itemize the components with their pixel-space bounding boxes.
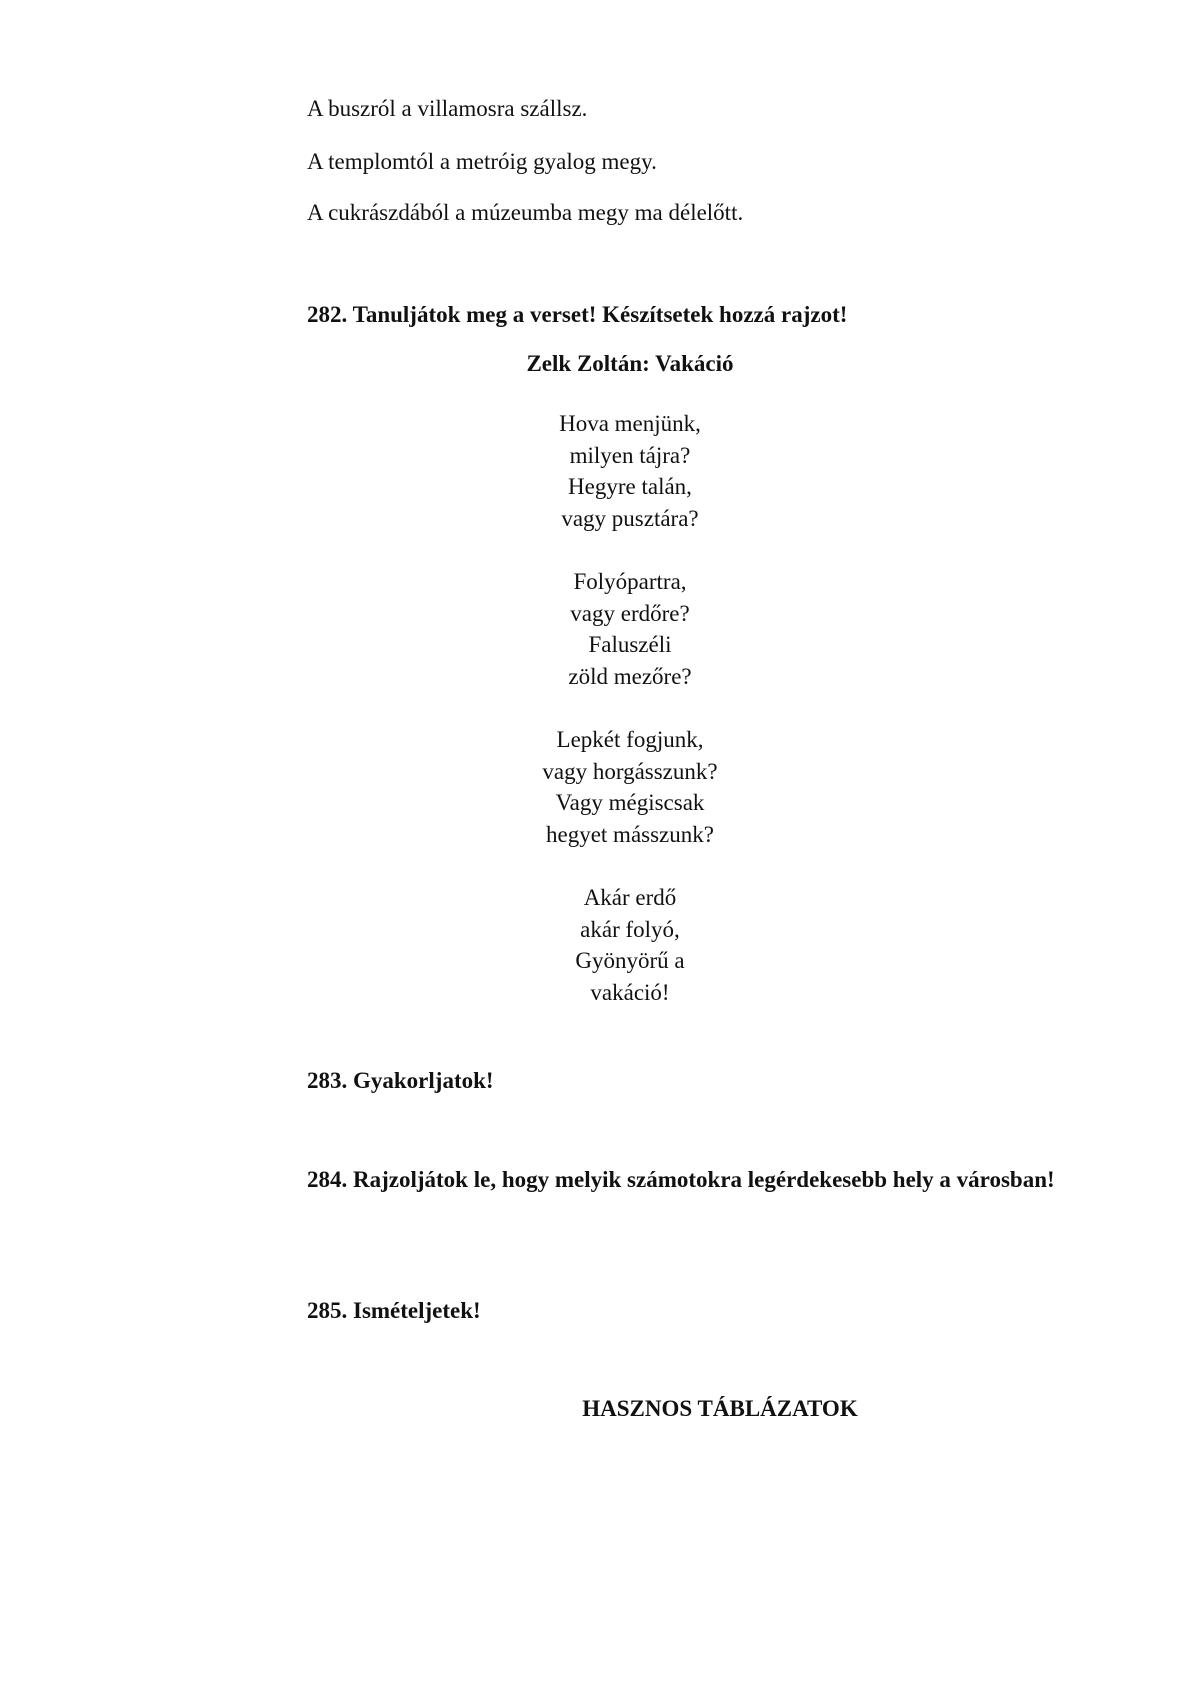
poem: [330, 408, 930, 1040]
poem-verse: Folyópartra,: [573, 569, 687, 594]
poem-verse: Akár erdő: [583, 885, 677, 910]
poem-stanza-2: [330, 566, 930, 692]
poem-verse: Hova menjünk,: [559, 411, 701, 436]
poem-verse: hegyet másszunk?: [546, 821, 714, 847]
poem-verse: Hegyre talán,: [568, 474, 692, 499]
intro-line-3: A cukrászdából a múzeumba megy ma délelőtt.: [307, 200, 744, 225]
intro-line-1: A buszról a villamosra szállsz.: [307, 96, 588, 121]
intro-line-2: A templomtól a metróig gyalog megy.: [307, 149, 657, 174]
poem-verse: zöld mezőre?: [568, 663, 692, 689]
section-title: HASZNOS TÁBLÁZATOK: [582, 1396, 858, 1421]
poem-title: Zelk Zoltán: Vakáció: [526, 351, 734, 376]
poem-verse: Vagy mégiscsak: [555, 790, 705, 815]
exercise-284-heading: 284. Rajzoljátok le, hogy melyik számotokra legérdekesebb hely a városban!: [307, 1167, 1055, 1192]
poem-verse: Gyönyörű a: [575, 948, 685, 973]
poem-stanza-3: [330, 724, 930, 850]
poem-verse: akár folyó,: [580, 916, 680, 942]
poem-verse: Faluszéli: [588, 632, 672, 657]
exercise-282-heading: 282. Tanuljátok meg a verset! Készítsetek hozzá rajzot!: [307, 302, 848, 327]
poem-stanza-4: [330, 882, 930, 1008]
exercise-283-heading: 283. Gyakorljatok!: [307, 1068, 494, 1093]
poem-verse: vagy pusztára?: [561, 505, 699, 531]
poem-stanza-1: [330, 408, 930, 534]
poem-verse: vagy horgásszunk?: [542, 758, 718, 784]
poem-verse: milyen tájra?: [569, 442, 691, 468]
exercise-285-heading: 285. Ismételjetek!: [307, 1298, 481, 1323]
poem-verse: Lepkét fogjunk,: [556, 727, 704, 752]
poem-verse: vakáció!: [590, 979, 670, 1005]
poem-verse: vagy erdőre?: [570, 600, 690, 626]
